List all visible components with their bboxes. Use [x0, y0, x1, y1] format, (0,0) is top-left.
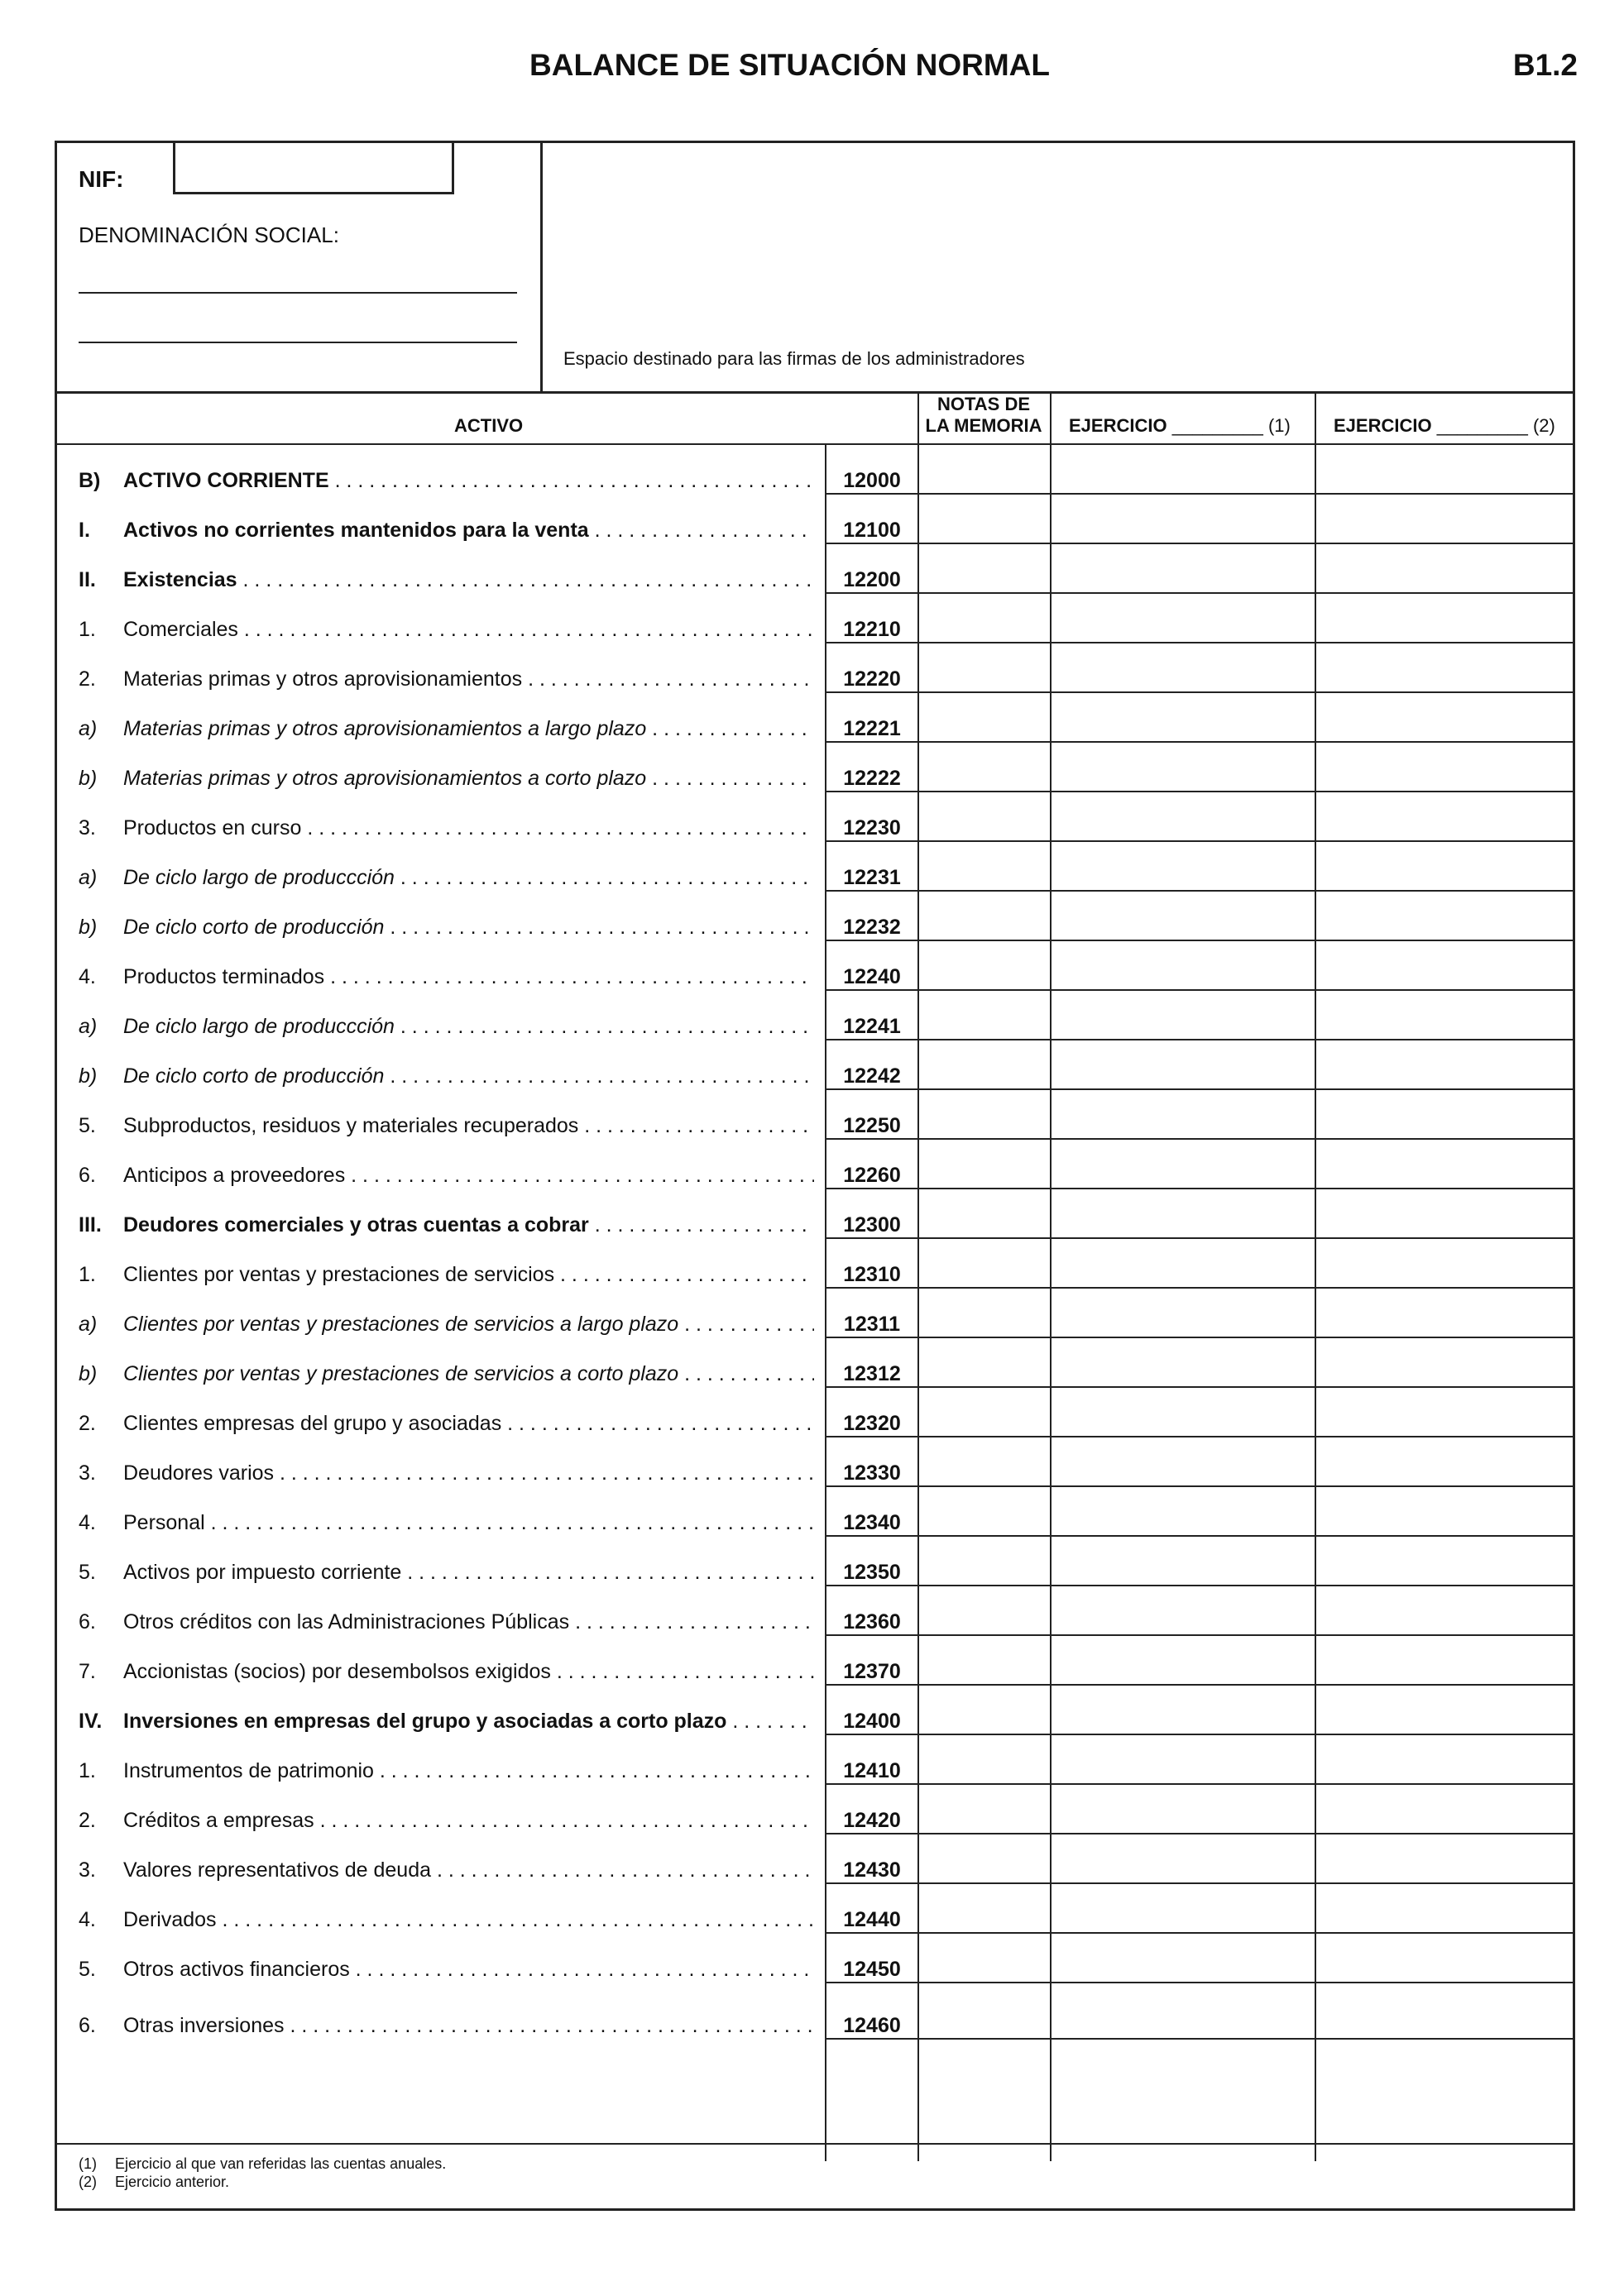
- table-row: [57, 1140, 1573, 1189]
- notas-input[interactable]: [919, 1735, 1050, 1783]
- footnote-text: Ejercicio anterior.: [115, 2174, 230, 2190]
- notas-input[interactable]: [919, 1487, 1050, 1535]
- row-label: Clientes por ventas y prestaciones de servicios a largo plazo . . .: [123, 1313, 814, 1337]
- row-code: 12350: [843, 1561, 901, 1584]
- row-number: 7.: [79, 1660, 96, 1683]
- notas-input[interactable]: [919, 1289, 1050, 1337]
- ejercicio-2-input[interactable]: [1316, 1884, 1575, 1932]
- row-code: 12310: [843, 1263, 901, 1286]
- table-row: [57, 1884, 1573, 1934]
- ejercicio-1-input[interactable]: [1052, 1686, 1315, 1734]
- row-label: Existencias . . .: [123, 568, 814, 592]
- row-code: 12312: [843, 1362, 901, 1385]
- ejercicio-2-input[interactable]: [1316, 1785, 1575, 1833]
- notas-input[interactable]: [919, 1586, 1050, 1634]
- row-code: 12400: [843, 1710, 901, 1733]
- ejercicio-1-input[interactable]: [1052, 594, 1315, 642]
- header-vline-ej1: [1050, 394, 1052, 443]
- row-number: 2.: [79, 1412, 96, 1435]
- row-number: a): [79, 1313, 98, 1336]
- row-label: Inversiones en empresas del grupo y asociadas a corto plazo . . .: [123, 1710, 814, 1734]
- row-number: b): [79, 1362, 98, 1385]
- table-row: [57, 1289, 1573, 1338]
- row-label: Otras inversiones . . .: [123, 2014, 814, 2038]
- ejercicio-2-input[interactable]: [1316, 1239, 1575, 1287]
- ejercicio-2-input[interactable]: [1316, 1388, 1575, 1436]
- row-label: Créditos a empresas . . .: [123, 1809, 814, 1833]
- ejercicio-1-input[interactable]: [1052, 495, 1315, 543]
- firmas-area: Espacio destinado para las firmas de los administradores: [563, 348, 1025, 369]
- footnote-ref: (1): [79, 2155, 97, 2172]
- row-code: 12100: [843, 519, 901, 542]
- footnote-ref: (2): [79, 2174, 97, 2190]
- notas-input[interactable]: [919, 1636, 1050, 1684]
- footnote: [79, 2173, 446, 2191]
- row-label: Materias primas y otros aprovisionamientos a corto plazo . . .: [123, 767, 814, 791]
- row-code: 12420: [843, 1809, 901, 1832]
- header-vline-notas: [917, 394, 919, 443]
- ejercicio-2-input[interactable]: [1316, 1586, 1575, 1634]
- ejercicio-2-input[interactable]: [1316, 941, 1575, 989]
- row-number: b): [79, 1064, 98, 1088]
- ejercicio-1-input[interactable]: [1052, 445, 1315, 493]
- table-row: [57, 1983, 1573, 2040]
- row-number: 5.: [79, 1958, 96, 1981]
- table-row: [57, 1487, 1573, 1537]
- ejercicio-1-input[interactable]: [1052, 941, 1315, 989]
- notas-input[interactable]: [919, 594, 1050, 642]
- form-frame: [55, 141, 1575, 2211]
- row-code: 12250: [843, 1114, 901, 1137]
- ejercicio-2-input[interactable]: [1316, 1537, 1575, 1585]
- row-label: Otros activos financieros . . .: [123, 1958, 814, 1982]
- table-row: [57, 991, 1573, 1040]
- row-label: Accionistas (socios) por desembolsos exigidos . . .: [123, 1660, 814, 1684]
- ejercicio-1-input[interactable]: [1052, 1388, 1315, 1436]
- ejercicio-1-input[interactable]: [1052, 1239, 1315, 1287]
- notas-input[interactable]: [919, 1785, 1050, 1833]
- ejercicio-2-ref: (2): [1532, 415, 1555, 436]
- table-row: [57, 544, 1573, 594]
- form-code: B1.2: [1512, 48, 1578, 82]
- row-code: 12240: [843, 965, 901, 988]
- ejercicio-1-input[interactable]: [1052, 544, 1315, 592]
- column-header-activo: ACTIVO: [454, 415, 524, 436]
- row-code: 12222: [843, 767, 901, 790]
- row-label: De ciclo largo de produccción . . .: [123, 866, 814, 890]
- row-label: Productos en curso . . .: [123, 816, 814, 840]
- notas-line-1: NOTAS DE: [937, 394, 1031, 414]
- ejercicio-2-input[interactable]: [1316, 495, 1575, 543]
- ejercicio-1-ref: (1): [1267, 415, 1291, 436]
- row-label: Derivados . . .: [123, 1908, 814, 1932]
- ejercicio-1-input[interactable]: [1052, 1735, 1315, 1783]
- notas-input[interactable]: [919, 1140, 1050, 1188]
- footnote-text: Ejercicio al que van referidas las cuentas anuales.: [115, 2155, 447, 2172]
- table-row: [57, 1686, 1573, 1735]
- row-label: Otros créditos con las Administraciones Públicas . . .: [123, 1610, 814, 1634]
- row-label: Activos por impuesto corriente . . .: [123, 1561, 814, 1585]
- ejercicio-2-input[interactable]: [1316, 1040, 1575, 1088]
- denominacion-label: DENOMINACIÓN SOCIAL:: [79, 222, 339, 247]
- denominacion-line-1[interactable]: [79, 292, 517, 294]
- ejercicio-2-input[interactable]: [1316, 1289, 1575, 1337]
- notas-input[interactable]: [919, 991, 1050, 1039]
- row-number: 4.: [79, 965, 96, 988]
- ejercicio-1-input[interactable]: [1052, 1040, 1315, 1088]
- column-header-notas: [917, 394, 1050, 437]
- row-code: 12300: [843, 1213, 901, 1236]
- row-number: B): [79, 469, 101, 492]
- row-code: 12320: [843, 1412, 901, 1435]
- row-code: 12210: [843, 618, 901, 641]
- ejercicio-2-input[interactable]: [1316, 1983, 1575, 2038]
- row-number: 5.: [79, 1561, 96, 1584]
- ejercicio-2-input[interactable]: [1316, 1338, 1575, 1386]
- table-row: [57, 1239, 1573, 1289]
- row-number: 3.: [79, 1461, 96, 1485]
- ejercicio-1-input[interactable]: [1052, 1636, 1315, 1684]
- row-code: 12410: [843, 1759, 901, 1782]
- row-number: 4.: [79, 1511, 96, 1534]
- notas-input[interactable]: [919, 842, 1050, 890]
- notas-input[interactable]: [919, 892, 1050, 940]
- column-header-ejercicio-2: [1334, 415, 1555, 437]
- row-label: Comerciales . . .: [123, 618, 814, 642]
- row-label: Instrumentos de patrimonio . . .: [123, 1759, 814, 1783]
- notas-input[interactable]: [919, 1686, 1050, 1734]
- row-number: II.: [79, 568, 96, 591]
- ejercicio-2-input[interactable]: [1316, 594, 1575, 642]
- notas-input[interactable]: [919, 1388, 1050, 1436]
- row-code: 12232: [843, 916, 901, 939]
- row-number: 6.: [79, 1610, 96, 1634]
- notas-input[interactable]: [919, 1338, 1050, 1386]
- notas-input[interactable]: [919, 941, 1050, 989]
- table-row: [57, 1785, 1573, 1834]
- table-row: [57, 892, 1573, 941]
- row-code: 12450: [843, 1958, 901, 1981]
- table-row: [57, 1834, 1573, 1884]
- ejercicio-1-input[interactable]: [1052, 1785, 1315, 1833]
- table-row: [57, 743, 1573, 792]
- row-label: Anticipos a proveedores . . .: [123, 1164, 814, 1188]
- notas-input[interactable]: [919, 445, 1050, 493]
- row-label: Personal . . .: [123, 1511, 814, 1535]
- ejercicio-1-input[interactable]: [1052, 1140, 1315, 1188]
- header-vline-ej2: [1315, 394, 1316, 443]
- ejercicio-2-input[interactable]: [1316, 1090, 1575, 1138]
- row-code: 12230: [843, 816, 901, 839]
- table-row: [57, 1437, 1573, 1487]
- row-code: 12000: [843, 469, 901, 492]
- ejercicio-2-input[interactable]: [1316, 842, 1575, 890]
- row-code: 12242: [843, 1064, 901, 1088]
- row-number: I.: [79, 519, 90, 542]
- row-number: 5.: [79, 1114, 96, 1137]
- notas-input[interactable]: [919, 643, 1050, 691]
- notas-input[interactable]: [919, 1884, 1050, 1932]
- ejercicio-1-input[interactable]: [1052, 991, 1315, 1039]
- ejercicio-1-input[interactable]: [1052, 1983, 1315, 2038]
- ejercicio-1-input[interactable]: [1052, 1189, 1315, 1237]
- row-code: 12370: [843, 1660, 901, 1683]
- row-number: b): [79, 916, 98, 939]
- ejercicio-2-input[interactable]: [1316, 1735, 1575, 1783]
- row-code: 12241: [843, 1015, 901, 1038]
- table-row: [57, 1586, 1573, 1636]
- ejercicio-2-input[interactable]: [1316, 1437, 1575, 1485]
- table-row: [57, 1338, 1573, 1388]
- notas-input[interactable]: [919, 1537, 1050, 1585]
- row-code: 12311: [843, 1313, 901, 1336]
- ejercicio-2-input[interactable]: [1316, 1140, 1575, 1188]
- table-row: [57, 941, 1573, 991]
- table-row: [57, 495, 1573, 544]
- row-label: Activos no corrientes mantenidos para la venta . . .: [123, 519, 814, 543]
- ejercicio-1-input[interactable]: [1052, 693, 1315, 741]
- table-row: [57, 445, 1573, 495]
- row-label: Materias primas y otros aprovisionamientos a largo plazo . . .: [123, 717, 814, 741]
- ejercicio-2-input[interactable]: [1316, 1189, 1575, 1237]
- table-row: [57, 1934, 1573, 1983]
- row-code: 12200: [843, 568, 901, 591]
- ejercicio-1-input[interactable]: [1052, 1487, 1315, 1535]
- balance-rows: [57, 445, 1573, 2040]
- row-code: 12260: [843, 1164, 901, 1187]
- ejercicio-1-input[interactable]: [1052, 1338, 1315, 1386]
- notas-input[interactable]: [919, 792, 1050, 840]
- notas-input[interactable]: [919, 544, 1050, 592]
- ejercicio-2-input[interactable]: [1316, 1934, 1575, 1982]
- row-code: 12440: [843, 1908, 901, 1931]
- row-code: 12231: [843, 866, 901, 889]
- row-code: 12430: [843, 1858, 901, 1882]
- row-code: 12221: [843, 717, 901, 740]
- row-number: 3.: [79, 816, 96, 839]
- row-number: b): [79, 767, 98, 790]
- denominacion-line-2[interactable]: [79, 342, 517, 343]
- nif-input[interactable]: [173, 143, 454, 194]
- row-label: De ciclo largo de produccción . . .: [123, 1015, 814, 1039]
- notas-input[interactable]: [919, 1189, 1050, 1237]
- ejercicio-2-input[interactable]: [1316, 792, 1575, 840]
- ejercicio-2-label: EJERCICIO: [1334, 415, 1432, 436]
- notas-input[interactable]: [919, 495, 1050, 543]
- ejercicio-2-input[interactable]: [1316, 991, 1575, 1039]
- ejercicio-1-input[interactable]: [1052, 1884, 1315, 1932]
- row-label: Clientes empresas del grupo y asociadas . . .: [123, 1412, 814, 1436]
- header-bottom-rule: [57, 391, 1573, 394]
- notas-input[interactable]: [919, 1437, 1050, 1485]
- ejercicio-1-input[interactable]: [1052, 1586, 1315, 1634]
- ejercicio-2-input[interactable]: [1316, 1636, 1575, 1684]
- row-number: 2.: [79, 667, 96, 691]
- row-label: Productos terminados . . .: [123, 965, 814, 989]
- ejercicio-2-input[interactable]: [1316, 1834, 1575, 1882]
- row-label: Subproductos, residuos y materiales recuperados . . .: [123, 1114, 814, 1138]
- footnotes: [79, 2155, 446, 2191]
- nif-label: NIF:: [79, 166, 124, 192]
- ejercicio-2-input[interactable]: [1316, 743, 1575, 791]
- row-label: Deudores comerciales y otras cuentas a cobrar . . .: [123, 1213, 814, 1237]
- row-code: 12460: [843, 2014, 901, 2037]
- ejercicio-1-input[interactable]: [1052, 1834, 1315, 1882]
- notas-input[interactable]: [919, 693, 1050, 741]
- row-number: a): [79, 717, 98, 740]
- row-label: Clientes por ventas y prestaciones de servicios a corto plazo . . .: [123, 1362, 814, 1386]
- row-label: Deudores varios . . .: [123, 1461, 814, 1485]
- notas-input[interactable]: [919, 1040, 1050, 1088]
- table-row: [57, 643, 1573, 693]
- notas-input[interactable]: [919, 1934, 1050, 1982]
- row-label: De ciclo corto de producción . . .: [123, 916, 814, 940]
- ejercicio-1-input[interactable]: [1052, 842, 1315, 890]
- ejercicio-1-input[interactable]: [1052, 1437, 1315, 1485]
- row-number: a): [79, 1015, 98, 1038]
- row-number: III.: [79, 1213, 102, 1236]
- ejercicio-1-input[interactable]: [1052, 892, 1315, 940]
- table-row: [57, 1388, 1573, 1437]
- row-label: Clientes por ventas y prestaciones de servicios . . .: [123, 1263, 814, 1287]
- page-title: BALANCE DE SITUACIÓN NORMAL: [529, 48, 1050, 82]
- ejercicio-2-input[interactable]: [1316, 544, 1575, 592]
- table-row: [57, 693, 1573, 743]
- notas-input[interactable]: [919, 1834, 1050, 1882]
- ejercicio-2-input[interactable]: [1316, 1686, 1575, 1734]
- row-label: Valores representativos de deuda . . .: [123, 1858, 814, 1882]
- ejercicio-1-blank: _________: [1171, 415, 1263, 436]
- notas-input[interactable]: [919, 1239, 1050, 1287]
- table-row: [57, 1735, 1573, 1785]
- row-number: 2.: [79, 1809, 96, 1832]
- notas-input[interactable]: [919, 1983, 1050, 2038]
- ejercicio-1-input[interactable]: [1052, 1090, 1315, 1138]
- ejercicio-2-input[interactable]: [1316, 643, 1575, 691]
- notas-input[interactable]: [919, 1090, 1050, 1138]
- ejercicio-1-input[interactable]: [1052, 743, 1315, 791]
- row-code: 12360: [843, 1610, 901, 1634]
- table-row: [57, 1189, 1573, 1239]
- ejercicio-1-input[interactable]: [1052, 643, 1315, 691]
- row-label: Materias primas y otros aprovisionamientos . . .: [123, 667, 814, 691]
- row-rule: [825, 2038, 1573, 2040]
- row-code: 12330: [843, 1461, 901, 1485]
- ejercicio-1-input[interactable]: [1052, 1934, 1315, 1982]
- row-number: 6.: [79, 1164, 96, 1187]
- ejercicio-1-input[interactable]: [1052, 1289, 1315, 1337]
- footnotes-rule: [57, 2143, 1573, 2145]
- row-number: 1.: [79, 618, 96, 641]
- notas-line-2: LA MEMORIA: [925, 415, 1042, 436]
- row-code: 12220: [843, 667, 901, 691]
- ejercicio-1-input[interactable]: [1052, 792, 1315, 840]
- ejercicio-2-input[interactable]: [1316, 693, 1575, 741]
- column-header-ejercicio-1: [1069, 415, 1291, 437]
- table-row: [57, 792, 1573, 842]
- table-row: [57, 1040, 1573, 1090]
- ejercicio-2-input[interactable]: [1316, 892, 1575, 940]
- ejercicio-2-blank: _________: [1436, 415, 1528, 436]
- row-number: 3.: [79, 1858, 96, 1882]
- table-row: [57, 842, 1573, 892]
- footnote: [79, 2155, 446, 2173]
- ejercicio-1-label: EJERCICIO: [1069, 415, 1167, 436]
- ejercicio-2-input[interactable]: [1316, 445, 1575, 493]
- row-number: a): [79, 866, 98, 889]
- table-row: [57, 594, 1573, 643]
- row-label: ACTIVO CORRIENTE . . .: [123, 469, 814, 493]
- table-row: [57, 1537, 1573, 1586]
- ejercicio-2-input[interactable]: [1316, 1487, 1575, 1535]
- table-row: [57, 1636, 1573, 1686]
- header-divider: [540, 143, 543, 391]
- row-number: 4.: [79, 1908, 96, 1931]
- row-number: 6.: [79, 2014, 96, 2037]
- table-row: [57, 1090, 1573, 1140]
- row-code: 12340: [843, 1511, 901, 1534]
- row-label: De ciclo corto de producción . . .: [123, 1064, 814, 1088]
- row-number: IV.: [79, 1710, 103, 1733]
- row-number: 1.: [79, 1759, 96, 1782]
- row-number: 1.: [79, 1263, 96, 1286]
- ejercicio-1-input[interactable]: [1052, 1537, 1315, 1585]
- notas-input[interactable]: [919, 743, 1050, 791]
